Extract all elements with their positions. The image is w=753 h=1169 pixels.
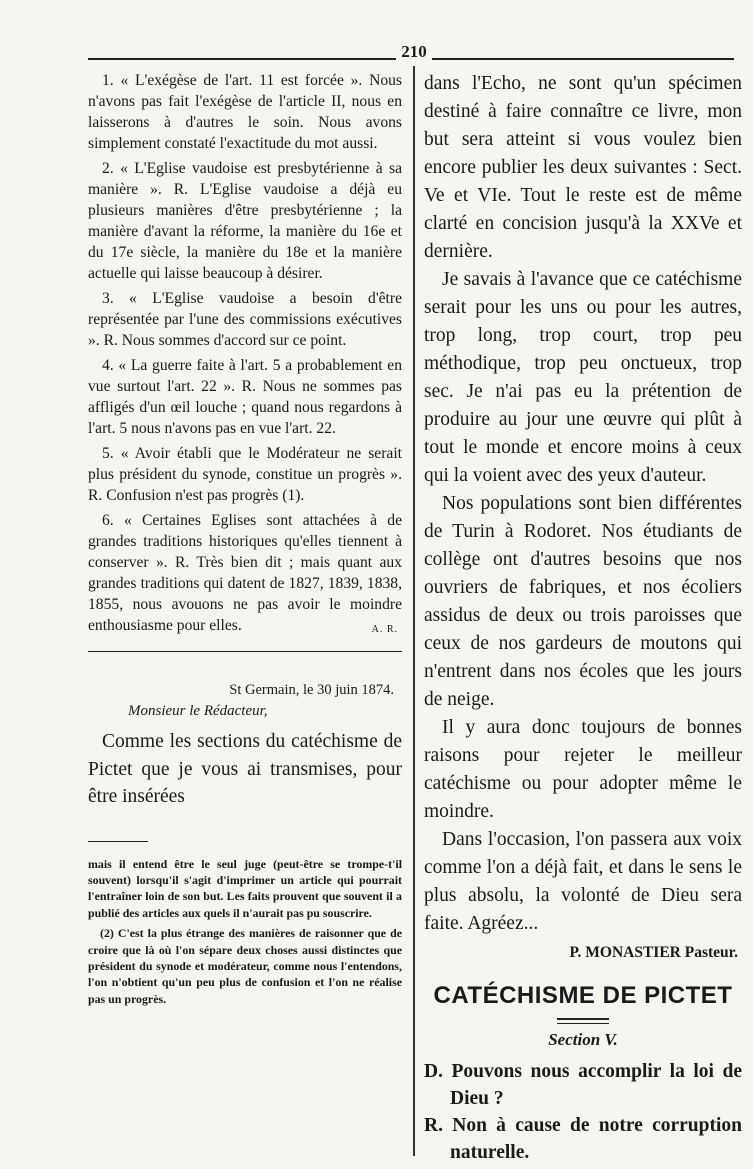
header-rule-left (88, 58, 396, 60)
column-divider (413, 66, 415, 1156)
list-item-1: 1. « L'exégèse de l'art. 11 est forcée ». Nous n'avons pas fait l'exégèse de l'article II, nous en laisserons à d'autres le soin. Nous avons simplement constaté l'exactitude du mot aussi. (88, 72, 402, 152)
letter-salutation: Monsieur le Rédacteur, (128, 703, 268, 719)
list-item-2: 2. « L'Eglise vaudoise est presbytérienne à sa manière ». R. L'Eglise vaudoise a déjà eu plusieurs manières d'être presbytérienne ; la manière d'avant la réforme, la manière du 16e et du 17e siècle, la manière du 18e et la manière actuelle qui laisse beaucoup à désirer. (88, 160, 402, 282)
letter-date: St Germain, le 30 juin 1874. (229, 682, 394, 698)
article-separator (88, 651, 402, 652)
paragraph-4: Il y aura donc toujours de bonnes raisons pour rejeter le meilleur catéchisme ou pour adopter même le moindre. (424, 717, 742, 822)
section-subtitle: Section V. (548, 1030, 618, 1049)
list-item-5: 5. « Avoir établi que le Modérateur ne serait plus président du synode, constitue un progrès ». R. Confusion n'est pas progrès (1). (88, 445, 402, 504)
right-column (424, 70, 742, 1166)
section-title: CATÉCHISME DE PICTET (433, 982, 733, 1009)
answer: R. Non à cause de notre corruption naturelle. (424, 1115, 742, 1163)
paragraph-3: Nos populations sont bien différentes de Turin à Rodoret. Nos étudiants de collège ont d'autres besoins que nos ouvriers de fabriques, et nos écoliers assidus de deux ou trois paroisses que ceux de nos gardeurs de moutons qui n'entrent dans nos écoles que les jours de neige. (424, 493, 742, 710)
footnote-rule (88, 841, 148, 842)
paragraph-5: Dans l'occasion, l'on passera aux voix comme l'on a déjà fait, et dans le sens le plus absolu, la volonté de Dieu sera faite. Agréez... (424, 829, 742, 934)
list-item-6: 6. « Certaines Eglises sont attachées à de grandes traditions historiques qu'elles tiennent à conserver ». R. Très bien dit ; mais quant aux grandes traditions qui datent de 1827, 1839, 1838, 1855, nous avouons ne pas avoir le moindre enthousiasme pour elles. (88, 512, 402, 634)
header-rule-right (432, 58, 734, 60)
article-signature: A. R. (371, 624, 398, 635)
footnote-continued: mais il entend être le seul juge (peut-être se trompe-t'il souvent) lorsqu'il s'agit d'imprimer un article qui pourrait l'entraîner loin de son but. Les faits prouvent que souvent il a publié des articles aux quels il n'aurait pas pu souscrire. (88, 856, 402, 920)
page-number: 210 (401, 42, 427, 61)
paragraph-1: dans l'Echo, ne sont qu'un spécimen destiné à faire connaître ce livre, mon but sera atteint si vous voulez bien encore publier les deux suivantes : Sect. Ve et VIe. Tout le reste est de même clarté en concision jusqu'à la XXVe et dernière. (424, 73, 742, 262)
list-item-4: 4. « La guerre faite à l'art. 5 a probablement en vue surtout l'art. 22 ». R. Nous ne sommes pas affligés d'un œil louche ; quand nous regardons à l'art. 5 nous n'avons pas en vue l'art. 22. (88, 357, 402, 437)
letter-signoff: P. MONASTIER Pasteur. (569, 944, 738, 961)
footnote-2: (2) C'est la plus étrange des manières de raisonner que de croire que là où l'on sépare deux choses aussi distinctes que président du synode et modérateur, comme nous l'entendons, l'on n'obtient qu'un peu plus de confusion et l'on ne réalise pas un progrès. (88, 926, 402, 1006)
decorative-rule (557, 1018, 609, 1024)
letter-body: Comme les sections du catéchisme de Pictet que je vous ai transmises, pour être insérées (88, 731, 402, 807)
paragraph-2: Je savais à l'avance que ce catéchisme serait pour les uns ou pour les autres, trop long, trop court, trop peu méthodique, trop peu onctueux, trop sec. Je n'ai pas eu la prétention de produire au jour une œuvre qui plût à tout le monde et encore moins à ceux qui la voient avec des yeux d'auteur. (424, 269, 742, 486)
question: D. Pouvons nous accomplir la loi de Dieu ? (424, 1061, 742, 1109)
left-column (88, 70, 402, 1007)
list-item-3: 3. « L'Eglise vaudoise a besoin d'être représentée par l'une des commissions exécutives ». R. Nous sommes d'accord sur ce point. (88, 290, 402, 349)
